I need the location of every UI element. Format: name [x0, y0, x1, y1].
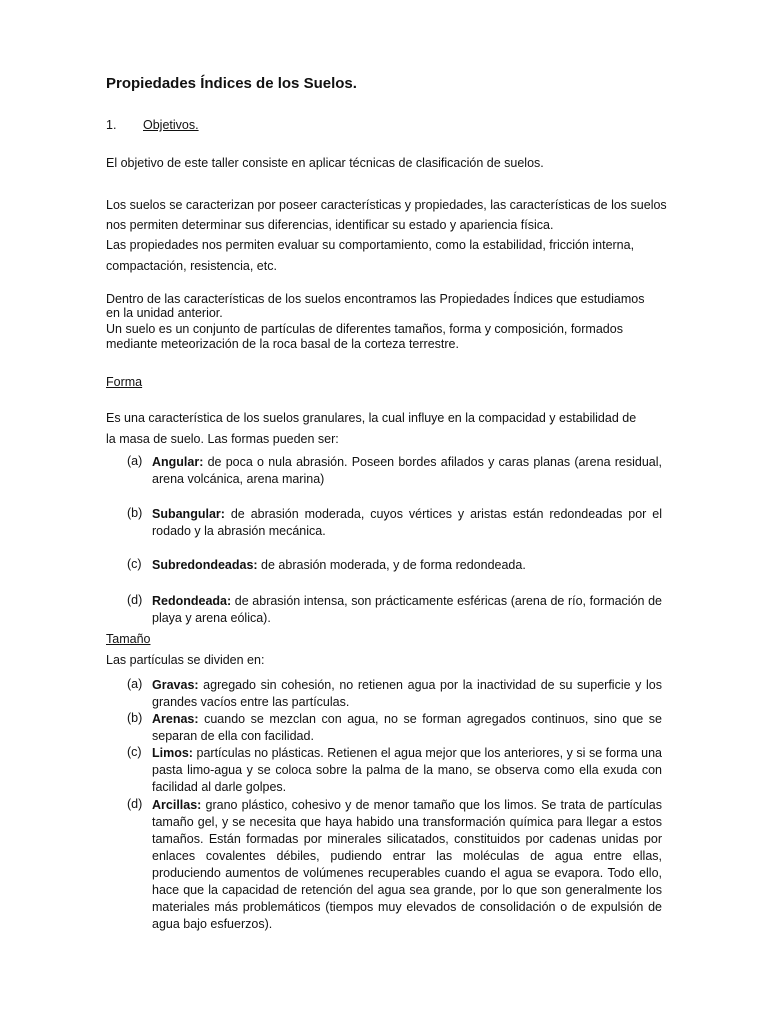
item-term: Subangular:: [152, 507, 225, 521]
list-marker: (a): [127, 677, 143, 691]
paragraph-line: Las propiedades nos permiten evaluar su comportamiento, como la estabilidad, fricción interna,: [106, 238, 635, 252]
section-heading-objetivos: [0, 118, 768, 136]
paragraph-line: compactación, resistencia, etc.: [106, 259, 277, 273]
paragraph-line: Dentro de las características de los suelos encontramos las Propiedades Índices que estudiamos: [106, 292, 645, 306]
item-text: de poca o nula abrasión. Poseen bordes afilados y caras planas (arena residual,: [203, 455, 662, 469]
item-text: facilidad al darle golpes.: [152, 780, 287, 794]
page-title: Propiedades Índices de los Suelos.: [106, 75, 357, 92]
item-text: rodado y la abrasión mecánica.: [152, 524, 326, 538]
item-text: pasta limo-agua y se coloca sobre la palma de la mano, se observa como ella exuda con: [152, 763, 662, 777]
item-term: Angular:: [152, 455, 204, 469]
list-marker: (c): [127, 745, 142, 759]
list-marker: (b): [127, 506, 143, 520]
objective-paragraph: El objetivo de este taller consiste en aplicar técnicas de clasificación de suelos.: [106, 156, 544, 170]
forma-intro-line: la masa de suelo. Las formas pueden ser:: [106, 432, 339, 446]
list-marker: (b): [127, 711, 143, 725]
list-marker: (d): [127, 797, 143, 811]
item-text: agua bajo esfuerzos).: [152, 917, 273, 931]
item-term: Subredondeadas:: [152, 558, 258, 572]
tamano-heading: Tamaño: [106, 632, 151, 646]
paragraph-line: Los suelos se caracterizan por poseer características y propiedades, las características de los suelos: [106, 198, 667, 212]
item-text: agregado sin cohesión, no retienen agua por la inactividad de su superficie y los: [198, 678, 662, 692]
list-marker: (d): [127, 593, 143, 607]
paragraph-line: Un suelo es un conjunto de partículas de diferentes tamaños, forma y composición, formados: [106, 322, 623, 336]
item-text: enlaces covalentes débiles, pudiendo entrar las moléculas de agua entre ellas,: [152, 849, 662, 863]
list-marker: (a): [127, 454, 143, 468]
item-text: de abrasión intensa, son prácticamente esféricas (arena de río, formación de: [231, 594, 662, 608]
item-text: tamaño gel, y se necesita que haya habido una transformación química para llegar a estos: [152, 815, 662, 829]
paragraph-line: nos permiten determinar sus diferencias, identificar su estado y apariencia física.: [106, 218, 554, 232]
item-text: hace que la capacidad de retención del agua sea grande, por lo que son generalmente los: [152, 883, 662, 897]
item-text: de abrasión moderada, cuyos vértices y aristas están redondeadas por el: [224, 507, 662, 521]
item-text: de abrasión moderada, y de forma redondeada.: [257, 558, 526, 572]
forma-intro-line: Es una característica de los suelos granulares, la cual influye en la compacidad y estabilidad de: [106, 411, 637, 425]
item-text: cuando se mezclan con agua, no se forman agregados continuos, sino que se: [198, 712, 662, 726]
item-term: Limos:: [152, 746, 193, 760]
paragraph-line: mediante meteorización de la roca basal de la corteza terrestre.: [106, 337, 459, 351]
item-text: partículas no plásticas. Retienen el agua mejor que los anteriores, y si se forma una: [192, 746, 662, 760]
section-title: Objetivos.: [143, 118, 199, 132]
section-number: 1.: [106, 118, 117, 132]
item-text: materiales más problemáticos (tiempos muy elevados de consolidación o de expulsión de: [152, 900, 662, 914]
item-text: tamaños. Están formadas por minerales silicatados, constituidos por cadenas unidas por: [152, 832, 662, 846]
paragraph-line: en la unidad anterior.: [106, 306, 223, 320]
item-text: arena volcánica, arena marina): [152, 472, 325, 486]
item-text: grano plástico, cohesivo y de menor tamaño que los limos. Se trata de partículas: [201, 798, 662, 812]
item-term: Gravas:: [152, 678, 199, 692]
item-text: separan de ella con facilidad.: [152, 729, 314, 743]
item-text: produciendo aumentos de volúmenes recuperables cuando el agua se evapora. Todo ello,: [152, 866, 662, 880]
forma-heading: Forma: [106, 375, 143, 389]
item-text: playa y arena eólica).: [152, 611, 271, 625]
item-term: Arcillas:: [152, 798, 202, 812]
item-text: grandes vacíos entre las partículas.: [152, 695, 350, 709]
item-term: Arenas:: [152, 712, 199, 726]
list-marker: (c): [127, 557, 142, 571]
item-term: Redondeada:: [152, 594, 232, 608]
tamano-intro: Las partículas se dividen en:: [106, 653, 265, 667]
